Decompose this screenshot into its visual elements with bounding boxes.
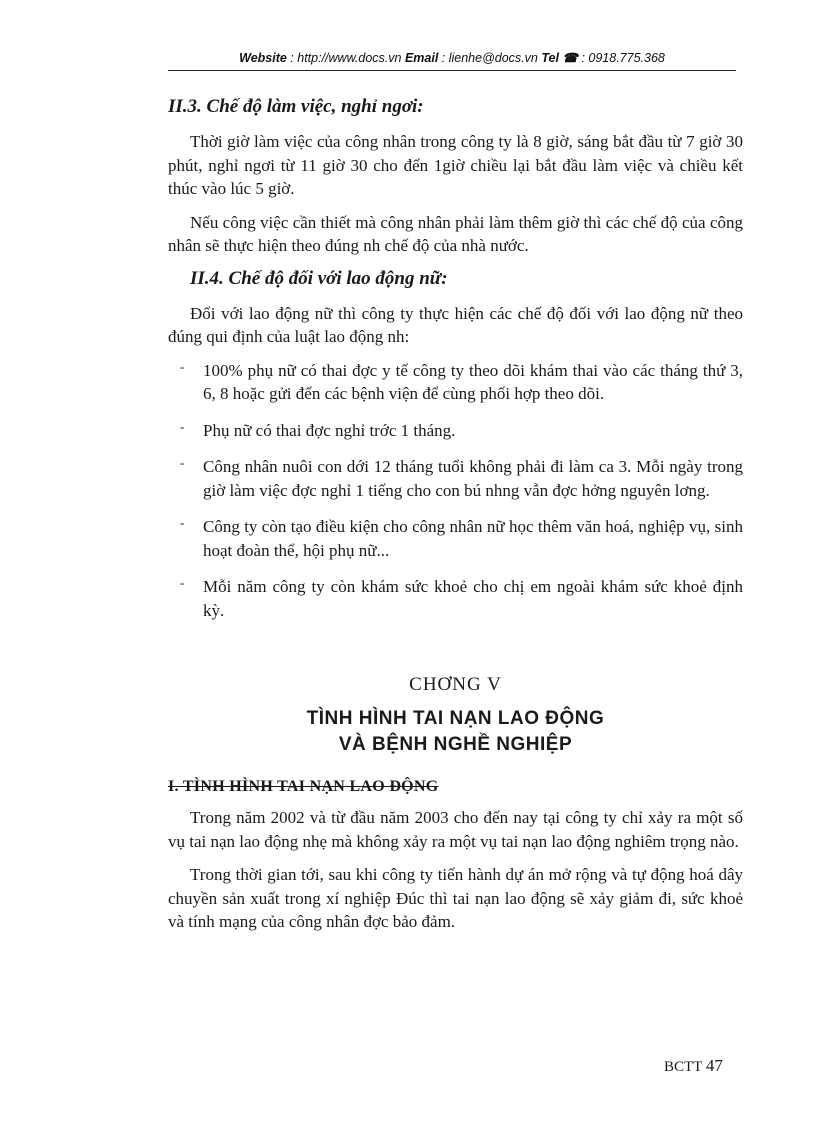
bullet-list [168, 359, 743, 623]
dash-icon: - [180, 575, 185, 590]
website-label: Website [239, 51, 287, 65]
list-item: - 100% phụ nữ có thai đợc y tế công ty theo dõi khám thai vào các tháng thứ 3, 6, 8 hoặc gửi đến các bệnh viện để cùng phối hợp theo dõi. [168, 359, 743, 406]
paragraph-overtime: Nếu công việc cần thiết mà công nhân phải làm thêm giờ thì các chế độ của công nhân sẽ thực hiện theo đúng nh chế độ của nhà nước. [168, 212, 743, 255]
dash-icon: - [180, 358, 185, 374]
page-header [168, 50, 736, 71]
paragraph-female-intro: Đối với lao động nữ thì công ty thực hiện các chế độ đối với lao động nữ theo đúng qui định của luật lao động nh: [168, 303, 743, 346]
chapter-title-line2: VÀ BỆNH NGHỀ NGHIỆP [338, 734, 573, 755]
email-value: : lienhe@docs.vn [438, 51, 542, 65]
list-item: - Mỗi năm công ty còn khám sức khoẻ cho chị em ngoài khám sức khoẻ định kỳ. [168, 575, 743, 622]
website-value: : http://www.docs.vn [286, 51, 405, 65]
page-content [168, 96, 743, 944]
list-item: - Công nhân nuôi con dới 12 tháng tuổi không phải đi làm ca 3. Mỗi ngày trong giờ làm việc đợc nghỉ 1 tiếng cho con bú nhng vẫn đợc hởng nguyên lơng. [168, 455, 743, 502]
list-item: - Phụ nữ có thai đợc nghỉ trớc 1 tháng. [168, 419, 743, 443]
paragraph-working-hours: Thời giờ làm việc của công nhân trong công ty là 8 giờ, sáng bắt đầu từ 7 giờ 30 phút, nghỉ ngơi từ 11 giờ 30 cho đến 1giờ chiều lại bắt đầu làm việc và chiều kết thúc vào lúc 5 giờ. [168, 132, 743, 198]
list-item: - Công ty còn tạo điều kiện cho công nhân nữ học thêm văn hoá, nghiệp vụ, sinh hoạt đoàn thể, hội phụ nữ... [168, 515, 743, 562]
page-number: 47 [705, 1056, 723, 1075]
dash-icon: - [180, 515, 185, 530]
footer-label: BCTT [664, 1059, 703, 1075]
email-label: Email [404, 51, 439, 65]
dash-icon: - [180, 418, 185, 434]
paragraph-future-plans: Trong thời gian tới, sau khi công ty tiến hành dự án mở rộng và tự động hoá dây chuyền sản xuất trong xí nghiệp Đúc thì tai nạn lao động sẽ xảy giảm đi, sức khoẻ và tính mạng của công nhân đợc bảo đảm. [168, 865, 743, 931]
tel-value: : 0918.775.368 [577, 51, 665, 65]
tel-label: Tel [541, 51, 563, 65]
heading-ii4: II.4. Chế độ đối với lao động nữ: [190, 267, 448, 289]
chapter-label: CHƠNG V [409, 674, 502, 695]
paragraph-accidents-2002: Trong năm 2002 và từ đầu năm 2003 cho đến nay tại công ty chỉ xảy ra một số vụ tai nạn lao động nhẹ mà không xảy ra một vụ tai nạn lao động nghiêm trọng nào. [168, 808, 743, 851]
heading-ii3: II.3. Chế độ làm việc, nghỉ ngơi: [168, 96, 424, 117]
heading-section-i: I. TÌNH HÌNH TAI NẠN LAO ĐỘNG [168, 778, 439, 795]
page-footer [664, 1056, 723, 1076]
chapter-title-line1: TÌNH HÌNH TAI NẠN LAO ĐỘNG [306, 708, 605, 729]
chapter-title [168, 706, 743, 758]
dash-icon: - [180, 455, 185, 470]
phone-icon: ☎ [562, 51, 578, 65]
